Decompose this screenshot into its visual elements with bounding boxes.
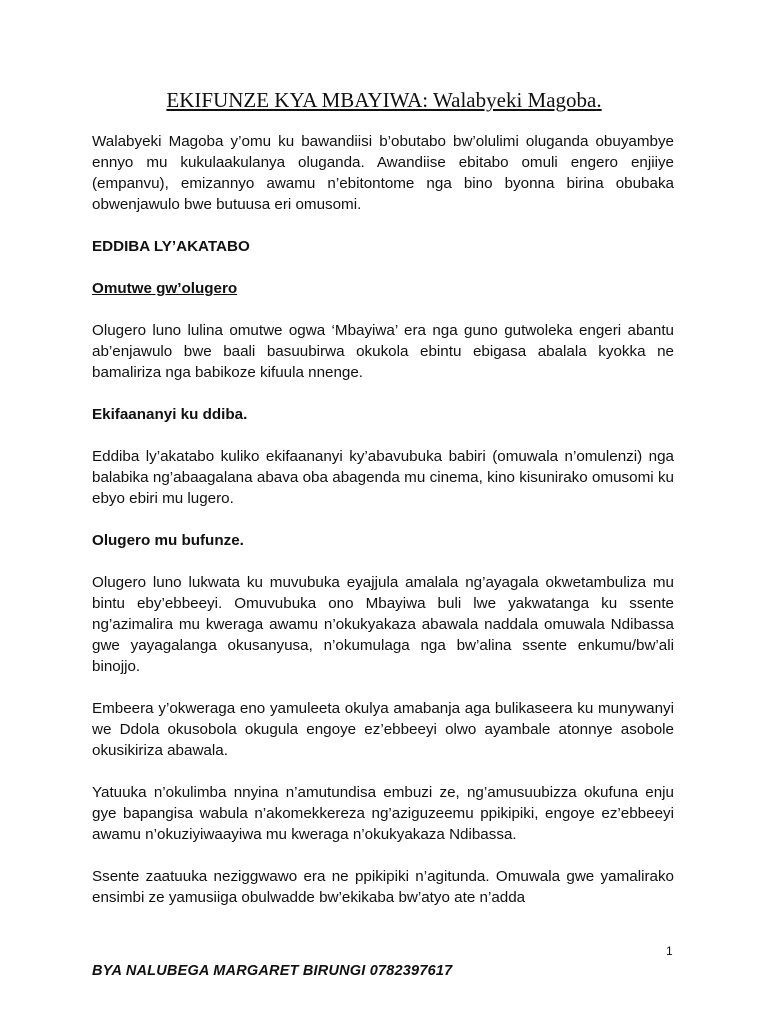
subheading-title: Omutwe gw’olugero <box>92 280 238 297</box>
intro-paragraph: Walabyeki Magoba y’omu ku bawandiisi b’obutabo bw’olulimi oluganda obuyambye ennyo mu kukulaakulanya oluganda. Awandiise ebitabo omuli engero enjiiye (empanvu), emizannyo awamu n’ebitontome nga bino byonna birina obubaka obwenjawulo bwe butuusa eri omusomi. <box>92 133 674 213</box>
title-paragraph: Olugero luno lulina omutwe ogwa ‘Mbayiwa’ era nga guno gutwoleka engeri abantu ab’enjawulo bwe baali basuubirwa okukola ebintu ebigasa abalala kyokka ne bamaliriza nga babikoze kifuula nnenge. <box>92 322 674 381</box>
page-footer: BYA NALUBEGA MARGARET BIRUNGI 0782397617 <box>92 963 453 979</box>
section-heading-cover: EDDIBA LY’AKATABO <box>92 238 250 255</box>
summary-paragraph-2: Embeera y’okweraga eno yamuleeta okulya amabanja aga bulikaseera ku munywanyi we Ddola okusobola okugula engoye ez’ebbeeyi olwo ayambale atonnye asobole okusikiriza abawala. <box>92 700 674 759</box>
document-title <box>0 88 768 113</box>
page-number: 1 <box>666 944 673 958</box>
cover-image-paragraph: Eddiba ly’akatabo kuliko ekifaananyi ky’abavubuka babiri (omuwala n’omulenzi) nga balabika ng’abaagalana abava oba abagenda mu cinema, kino kisunirako omusomi ku ebyo ebiri mu lugero. <box>92 448 674 507</box>
summary-paragraph-3: Yatuuka n’okulimba nnyina n’amutundisa embuzi ze, ng’amusuubizza okufuna enju gye bapangisa wabula n’akomekkereza ng’aziguzeemu ppikipiki, engoye ez’ebbeeyi awamu n’okuziyiwaayiwa mu kweraga n’okukyakaza Ndibassa. <box>92 784 674 843</box>
subheading-summary: Olugero mu bufunze. <box>92 532 244 549</box>
subheading-cover-image: Ekifaananyi ku ddiba. <box>92 406 248 423</box>
summary-paragraph-1: Olugero luno lukwata ku muvubuka eyajjula amalala ng’ayagala okwetambuliza mu bintu eby’ebbeeyi. Omuvubuka ono Mbayiwa buli lwe yakwatanga ku ssente ng’azimalira mu kweraga awamu n’okukyakaza abawala naddala omuwala Ndibassa gwe yayagalanga okusanyusa, n’okumulaga nga bw’alina ssente enkumu/bw’ali binojjo. <box>92 574 674 675</box>
summary-paragraph-4: Ssente zaatuuka neziggwawo era ne ppikipiki n’agitunda. Omuwala gwe yamalirako ensimbi ze yamusiiga obulwadde bw’ekikaba bw’atyo ate n’adda <box>92 868 674 906</box>
document-body <box>92 131 674 908</box>
title-text: EKIFUNZE KYA MBAYIWA: Walabyeki Magoba <box>166 88 597 112</box>
title-tail: . <box>596 88 602 112</box>
